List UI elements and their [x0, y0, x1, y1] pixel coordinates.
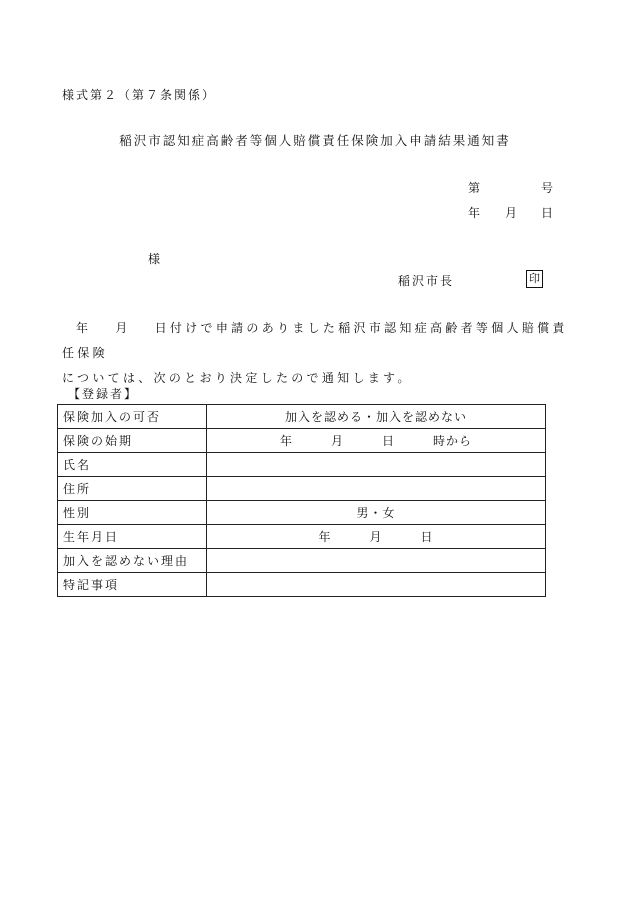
- row-label-birthdate: 生年月日: [58, 525, 207, 549]
- table-row: [58, 405, 546, 429]
- row-label-gender: 性別: [58, 501, 207, 525]
- row-value-insurance-start: [207, 429, 546, 453]
- row-value-birthdate: [207, 525, 546, 549]
- issue-date-day: 日: [541, 206, 554, 220]
- issue-date-month: 月: [505, 206, 518, 220]
- row-label-address: 住所: [58, 477, 207, 501]
- row-value-special-notes[interactable]: [207, 573, 546, 597]
- document-title: 稲沢市認知症高齢者等個人賠償責任保険加入申請結果通知書: [119, 133, 511, 148]
- document-number-suffix: 号: [541, 181, 554, 195]
- row-label-rejection-reason: 加入を認めない理由: [58, 549, 207, 573]
- body-line1: 日付けで申請のありました稲沢市認知症高齢者等個人賠償責任保険: [62, 321, 568, 360]
- table-row: [58, 525, 546, 549]
- body-date-year: 年: [76, 321, 92, 335]
- row-value-name[interactable]: [207, 453, 546, 477]
- seal-stamp: 印: [526, 270, 543, 288]
- row-value-gender: 男・女: [207, 501, 546, 525]
- start-time: 時から: [433, 434, 473, 448]
- issue-date-year: 年: [468, 206, 481, 220]
- table-row: [58, 501, 546, 525]
- birth-month: 月: [369, 530, 383, 544]
- table-row: [58, 573, 546, 597]
- start-year: 年: [279, 434, 293, 448]
- addressee-honorific: 様: [148, 252, 161, 266]
- start-month: 月: [330, 434, 344, 448]
- form-number: 様式第２（第７条関係）: [62, 88, 217, 102]
- registrant-heading: 【登録者】: [68, 387, 139, 401]
- body-date-month: 月: [115, 321, 131, 335]
- row-value-address[interactable]: [207, 477, 546, 501]
- birth-day: 日: [420, 530, 434, 544]
- row-label-insurance-start: 保険の始期: [58, 429, 207, 453]
- table-row: [58, 453, 546, 477]
- row-value-insurance-approval: 加入を認める・加入を認めない: [207, 405, 546, 429]
- row-label-special-notes: 特記事項: [58, 573, 207, 597]
- document-number-prefix: 第: [468, 181, 481, 195]
- row-label-insurance-approval: 保険加入の可否: [58, 405, 207, 429]
- start-day: 日: [382, 434, 396, 448]
- registrant-table: [57, 404, 546, 597]
- notice-body: [62, 316, 582, 391]
- row-value-rejection-reason[interactable]: [207, 549, 546, 573]
- birth-year: 年: [318, 530, 332, 544]
- body-line2: については、次のとおり決定したので通知します。: [62, 371, 413, 385]
- table-row: [58, 429, 546, 453]
- issuer-name: 稲沢市長: [398, 274, 455, 288]
- table-row: [58, 549, 546, 573]
- row-label-name: 氏名: [58, 453, 207, 477]
- table-row: [58, 477, 546, 501]
